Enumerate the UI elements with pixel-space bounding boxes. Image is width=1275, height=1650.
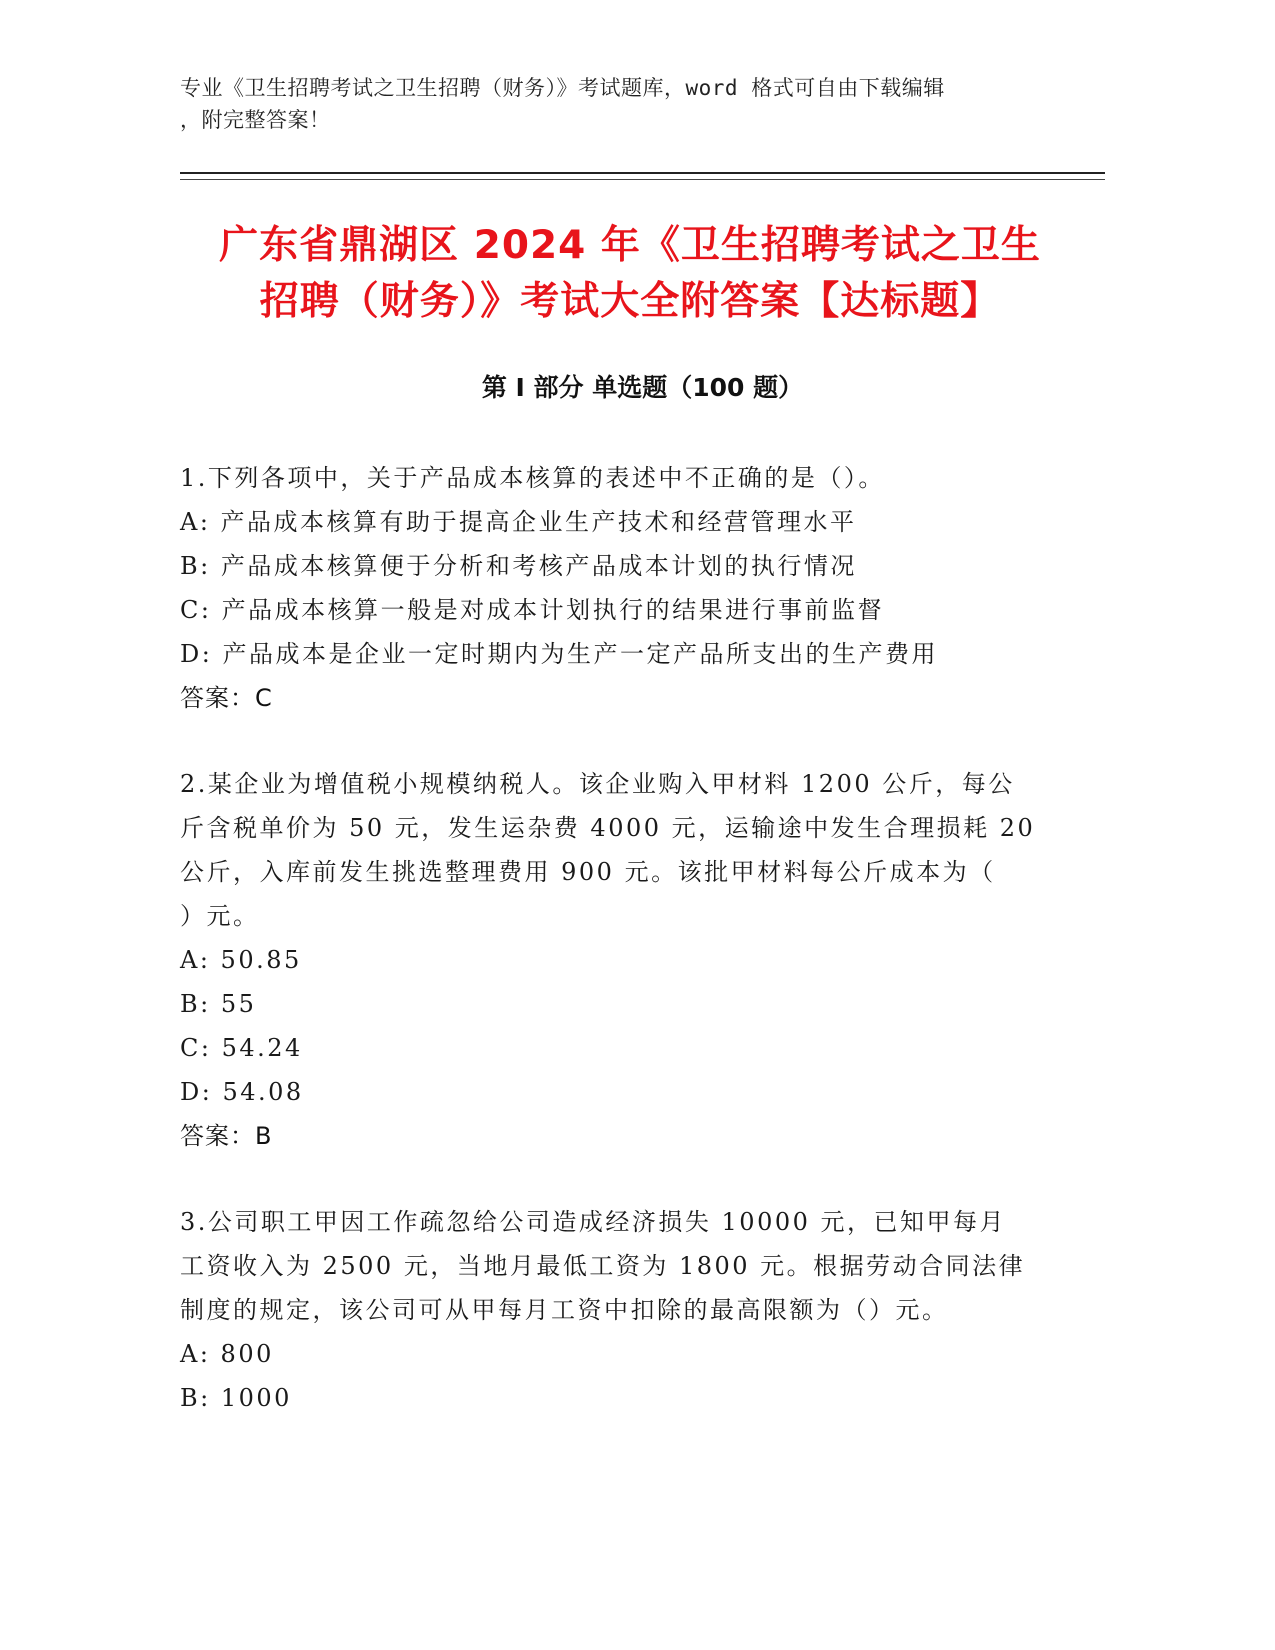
question-item	[180, 456, 1040, 720]
question-stem-line: 公斤，入库前发生挑选整理费用 900 元。该批甲材料每公斤成本为（	[180, 858, 996, 886]
header-note-line-2: ，附完整答案！	[180, 108, 331, 132]
question-stem-line: 1.下列各项中，关于产品成本核算的表述中不正确的是（）。	[180, 464, 885, 492]
question-option: A: 50.85	[180, 946, 302, 974]
question-option: D: 54.08	[180, 1078, 304, 1106]
question-option: C: 54.24	[180, 1034, 303, 1062]
question-option: C: 产品成本核算一般是对成本计划执行的结果进行事前监督	[180, 596, 885, 624]
question-item	[180, 1200, 1040, 1420]
header-rule-thick	[180, 172, 1105, 174]
question-stem-line: 2.某企业为增值税小规模纳税人。该企业购入甲材料 1200 公斤，每公	[180, 770, 1015, 798]
question-item	[180, 762, 1040, 1158]
question-option: B: 产品成本核算便于分析和考核产品成本计划的执行情况	[180, 552, 857, 580]
question-answer: 答案：C	[180, 684, 273, 712]
question-list	[180, 456, 1040, 1462]
question-stem-line: 斤含税单价为 50 元，发生运杂费 4000 元，运输途中发生合理损耗 20	[180, 814, 1036, 842]
question-option: A: 800	[180, 1340, 274, 1368]
question-option: B: 55	[180, 990, 257, 1018]
question-stem-line: 工资收入为 2500 元，当地月最低工资为 1800 元。根据劳动合同法律	[180, 1252, 1026, 1280]
question-answer: 答案：B	[180, 1122, 273, 1150]
header-note-line-1: 专业《卫生招聘考试之卫生招聘（财务）》考试题库，word 格式可自由下载编辑	[180, 76, 945, 100]
header-rule-thin	[180, 179, 1105, 180]
question-stem-line: 制度的规定，该公司可从甲每月工资中扣除的最高限额为（）元。	[180, 1296, 949, 1324]
question-option: B: 1000	[180, 1384, 292, 1412]
question-stem-line: ）元。	[180, 902, 260, 930]
section-title: 第 I 部分 单选题（100 题）	[481, 373, 804, 402]
question-option: A: 产品成本核算有助于提高企业生产技术和经营管理水平	[180, 508, 857, 536]
document-title-line-1: 广东省鼎湖区 2024 年《卫生招聘考试之卫生	[219, 223, 1041, 268]
question-stem-line: 3.公司职工甲因工作疏忽给公司造成经济损失 10000 元，已知甲每月	[180, 1208, 1007, 1236]
header-note	[180, 72, 1080, 136]
document-title-line-2: 招聘（财务）》考试大全附答案【达标题】	[259, 279, 1001, 324]
document-title	[180, 218, 1080, 330]
question-option: D: 产品成本是企业一定时期内为生产一定产品所支出的生产费用	[180, 640, 938, 668]
